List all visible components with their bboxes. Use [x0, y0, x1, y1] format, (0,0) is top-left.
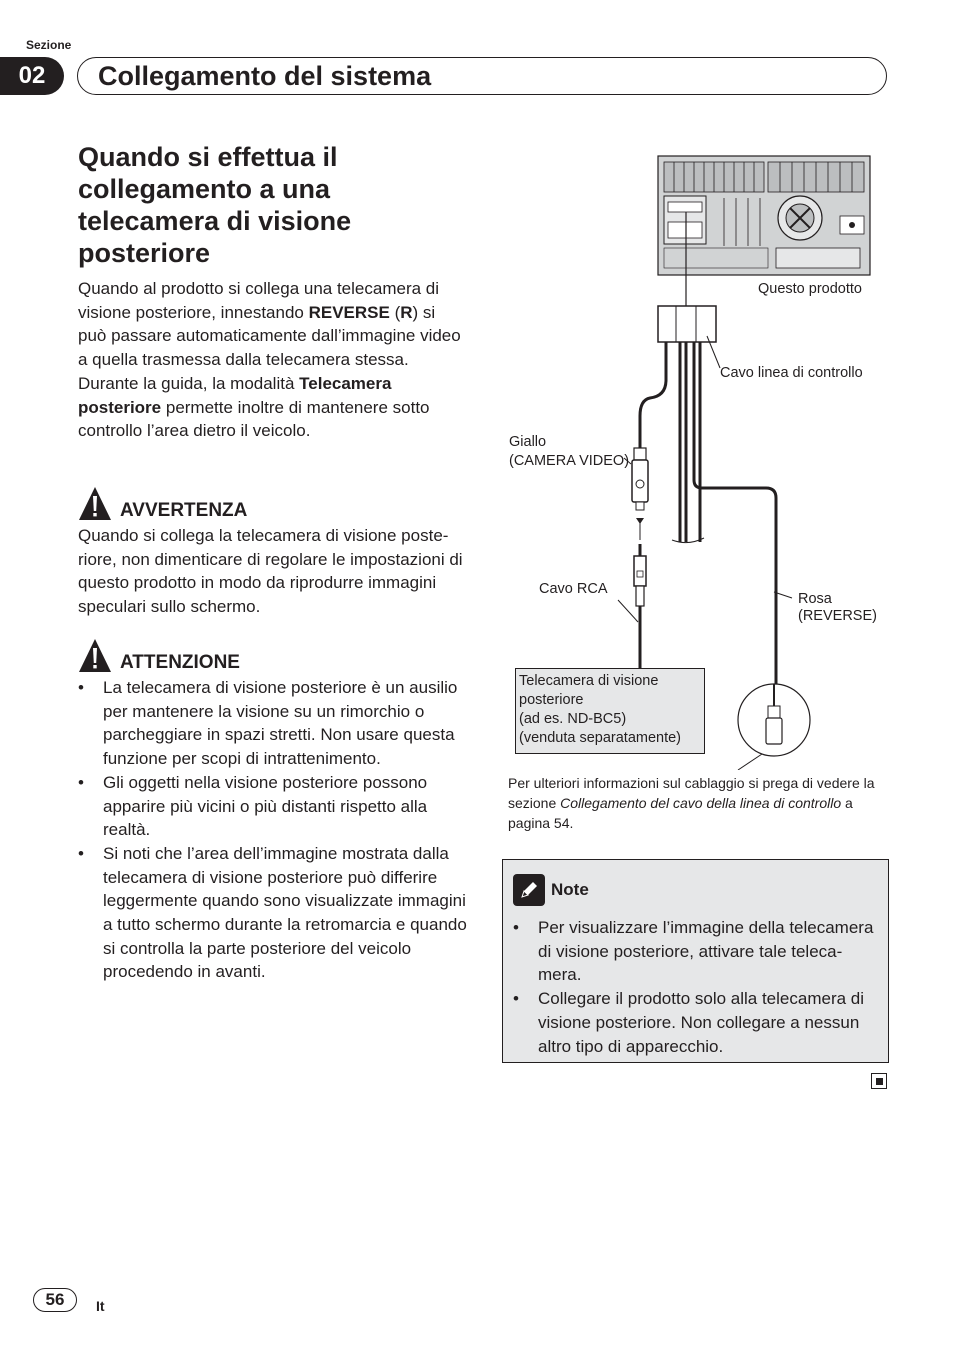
intro-bold-r: R [400, 302, 413, 322]
section-title-text: Collegamento del sistema [98, 60, 432, 91]
yellow-label-line2: (CAMERA VIDEO) [509, 453, 630, 469]
intro-text-4: permette inoltre di mantenere sotto controllo l’area dietro il veicolo. [78, 397, 430, 441]
control-cable-label: Cavo linea di controllo [720, 365, 863, 381]
section-end-icon [871, 1073, 887, 1089]
list-item: • Si noti che l’area dell’immagine mostrata dalla telecamera di visione posteriore può differire leggermente quando sono visualizzate immagini a tutto schermo durante la retromarcia e quando si controlla la parte posteriore del veicolo procedendo in avanti. [78, 842, 468, 984]
caution-title: ATTENZIONE [120, 652, 240, 673]
list-item: • La telecamera di visione posteriore è un ausilio per mantenere la visione su un rimorchio o parcheggiare in spazi stretti. Non usare questa funzione per scopi di intrattenimento. [78, 676, 468, 771]
caption-link-section: Collegamento del cavo della linea di controllo [560, 795, 842, 811]
pink-label-line2: (REVERSE) [798, 607, 877, 624]
pink-label-line1: Rosa [798, 591, 832, 607]
intro-paragraph [78, 277, 468, 443]
yellow-rca-jack [632, 448, 648, 510]
intro-text-3: ) si può passare automaticamente dall’immagine video a quella trasmessa dalla telecamera stessa. Durante la guida, la modalità [78, 302, 461, 393]
section-title [77, 57, 887, 95]
caption-text-2: a pagina 54. [508, 795, 853, 831]
camera-box-line3: (ad es. ND-BC5) [519, 711, 627, 727]
intro-text-2: ( [389, 302, 401, 322]
camera-box [515, 668, 705, 754]
camera-box-line4: (venduta separatamente) [519, 730, 682, 746]
intro-bold-mode: Telecamera posteriore [78, 373, 392, 417]
caution-heading [78, 638, 468, 674]
yellow-label-line1: Giallo [509, 434, 547, 450]
list-item: • Per visualizzare l’immagine della telecamera di visione posteriore, attivare tale telecamera. [513, 916, 878, 987]
camera-box-line2: posteriore [519, 692, 584, 708]
note-box [502, 859, 889, 1063]
caution-section [78, 638, 468, 984]
diagram-caption [508, 773, 888, 833]
camera-box-line1: Telecamera di visione [519, 673, 659, 689]
section-number: 02 [0, 57, 64, 95]
pink-label [798, 591, 877, 624]
note-title: Note [551, 880, 589, 899]
language-code: It [96, 1298, 105, 1314]
warning-title: AVVERTENZA [120, 500, 248, 521]
caution-list [78, 676, 468, 984]
rca-cable-label: Cavo RCA [539, 581, 608, 597]
head-unit-rear-illustration [658, 156, 870, 275]
page-heading: Quando si effettua il collegamento a una telecamera di visione posteriore [78, 142, 352, 268]
note-list [513, 916, 878, 1058]
warning-section [78, 486, 468, 619]
warning-text: Quando si collega la telecamera di visione posteriore, non dimenticare di regolare le impostazioni di questo prodotto in modo da riprodurre immagini speculari sullo schermo. [78, 526, 463, 617]
note-heading [513, 874, 878, 906]
warning-triangle-icon [78, 638, 112, 674]
caption-text-1: Per ulteriori informazioni sul cablaggio si prega di vedere la sezione [508, 775, 875, 811]
intro-bold-reverse: REVERSE [308, 302, 390, 322]
list-item: • Collegare il prodotto solo alla telecamera di visione posteriore. Non collegare a nessun altro tipo di apparecchio. [513, 987, 878, 1058]
page-number: 56 [33, 1288, 77, 1312]
pink-connector-detail [738, 684, 810, 770]
wire-harness [640, 342, 776, 690]
intro-text-1: Quando al prodotto si collega una telecamera di visione posteriore, innestando [78, 279, 440, 322]
list-item: • Gli oggetti nella visione posteriore possono apparire più vicini o più distanti rispetto alla realtà. [78, 771, 468, 842]
rca-leader [618, 600, 638, 622]
product-label: Questo prodotto [758, 281, 862, 297]
rca-plug [634, 544, 646, 668]
yellow-label [509, 433, 629, 471]
warning-triangle-icon [78, 486, 112, 522]
section-label: Sezione [26, 38, 72, 52]
note-pencil-icon [513, 874, 545, 906]
warning-heading [78, 486, 468, 522]
